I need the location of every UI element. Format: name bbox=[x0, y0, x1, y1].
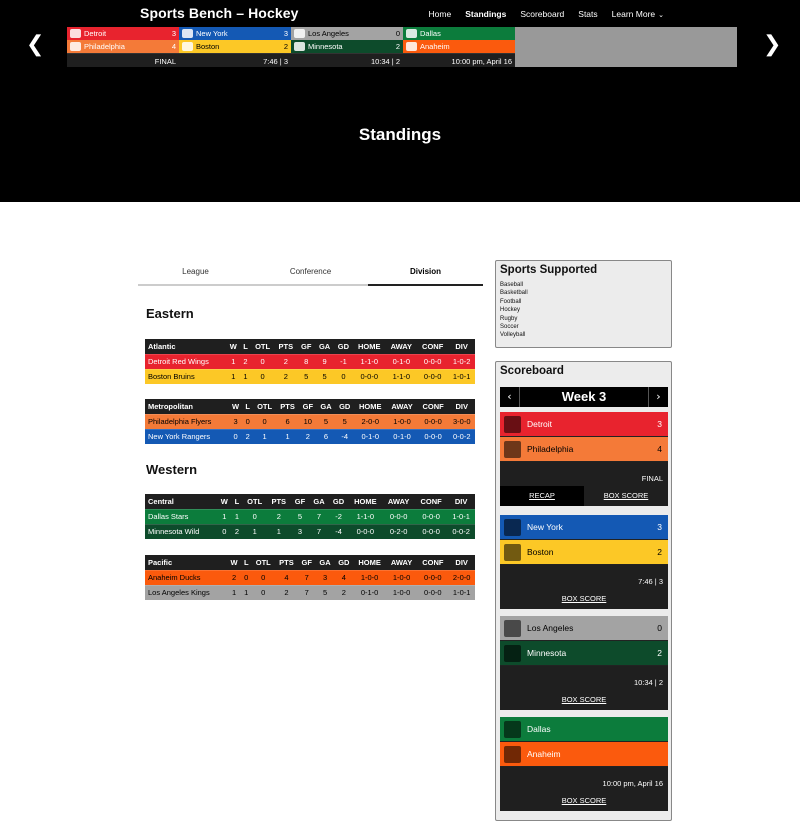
scoreboard-team-row bbox=[500, 412, 668, 437]
team-logo-icon bbox=[504, 519, 521, 536]
stat-cell: 2 bbox=[227, 570, 241, 585]
game-status: 7:46 | 3 bbox=[179, 53, 291, 67]
stat-cell: 5 bbox=[315, 369, 334, 384]
team-score: 2 bbox=[395, 42, 400, 51]
stat-cell: 1 bbox=[267, 524, 291, 539]
stat-cell: 2-0-0 bbox=[354, 414, 386, 429]
team-name: Philadelphia bbox=[527, 444, 574, 454]
column-header: AWAY bbox=[382, 494, 415, 509]
scoreboard-team-row bbox=[500, 540, 668, 565]
team-name: Dallas bbox=[420, 29, 441, 38]
stat-cell: 2 bbox=[242, 429, 253, 444]
ticker-team-row bbox=[179, 27, 291, 40]
stat-cell: -1 bbox=[334, 354, 353, 369]
game-links bbox=[500, 589, 668, 609]
team-name: Anaheim bbox=[527, 749, 561, 759]
ticker-game[interactable] bbox=[403, 27, 515, 67]
scoreboard-game bbox=[500, 412, 668, 506]
team-score: 3 bbox=[283, 29, 288, 38]
stat-cell: 5 bbox=[316, 585, 335, 600]
game-status: FINAL bbox=[67, 53, 179, 67]
page-header bbox=[0, 0, 800, 202]
stat-cell: 0-2-0 bbox=[382, 524, 415, 539]
team-name: Dallas bbox=[527, 724, 551, 734]
stat-cell: 0 bbox=[252, 585, 275, 600]
stat-cell: 1 bbox=[226, 369, 240, 384]
table-header-row bbox=[145, 339, 475, 354]
column-header: AWAY bbox=[386, 339, 417, 354]
scoreboard-team-row bbox=[500, 437, 668, 462]
page-title: Standings bbox=[358, 125, 442, 144]
tab-league[interactable]: League bbox=[182, 267, 209, 276]
scoreboard-widget bbox=[495, 361, 672, 821]
stat-cell: 7 bbox=[309, 524, 329, 539]
division-name: Central bbox=[145, 494, 217, 509]
stat-cell: 0-0-0 bbox=[417, 585, 448, 600]
column-header: CONF bbox=[417, 555, 448, 570]
box-score-link[interactable]: BOX SCORE bbox=[561, 695, 607, 704]
column-header: W bbox=[227, 555, 241, 570]
scoreboard-game bbox=[500, 515, 668, 609]
column-header: HOME bbox=[354, 399, 386, 414]
column-header: HOME bbox=[353, 339, 386, 354]
stat-cell: 2 bbox=[274, 369, 297, 384]
game-status: FINAL bbox=[641, 474, 663, 483]
scoreboard-team-row bbox=[500, 641, 668, 666]
team-name: Boston bbox=[196, 42, 220, 51]
column-header: DIV bbox=[449, 399, 475, 414]
stat-cell: 2 bbox=[275, 585, 298, 600]
stat-cell: 0 bbox=[217, 524, 231, 539]
stat-cell: 1 bbox=[227, 585, 241, 600]
ticker-team-row bbox=[291, 27, 403, 40]
nav-learn-more[interactable] bbox=[612, 9, 664, 19]
score-ticker bbox=[67, 27, 737, 67]
team-logo-icon bbox=[406, 29, 417, 38]
stat-cell: 2 bbox=[274, 354, 297, 369]
stat-cell: 0 bbox=[242, 414, 253, 429]
chevron-down-icon: ⌄ bbox=[658, 12, 664, 19]
column-header: PTS bbox=[267, 494, 291, 509]
team-score: 0 bbox=[657, 623, 662, 633]
team-name[interactable]: Dallas Stars bbox=[145, 509, 217, 524]
stat-cell: 0-1-0 bbox=[353, 585, 386, 600]
stat-cell: 1-0-0 bbox=[386, 570, 417, 585]
main-nav bbox=[415, 9, 664, 19]
team-name: Minnesota bbox=[527, 648, 567, 658]
standings-tabs bbox=[138, 264, 483, 286]
stat-cell: 1 bbox=[226, 354, 240, 369]
team-logo-icon bbox=[504, 645, 521, 662]
team-logo-icon bbox=[406, 42, 417, 51]
team-score: 2 bbox=[657, 648, 662, 658]
column-header: OTL bbox=[252, 555, 275, 570]
stat-cell: 1 bbox=[253, 429, 276, 444]
team-logo-icon bbox=[294, 29, 305, 38]
stat-cell: 8 bbox=[297, 354, 315, 369]
site-title[interactable]: Sports Bench – Hockey bbox=[140, 5, 299, 21]
table-header-row bbox=[145, 555, 475, 570]
stat-cell: -2 bbox=[329, 509, 349, 524]
table-header-row bbox=[145, 399, 475, 414]
team-name[interactable]: Los Angeles Kings bbox=[145, 585, 227, 600]
stat-cell: 7 bbox=[298, 585, 316, 600]
division-name: Pacific bbox=[145, 555, 227, 570]
ticker-game[interactable] bbox=[67, 27, 179, 67]
column-header: GA bbox=[317, 399, 336, 414]
box-score-link[interactable]: BOX SCORE bbox=[603, 491, 649, 500]
column-header: GF bbox=[298, 555, 316, 570]
stat-cell: 1-0-1 bbox=[448, 369, 475, 384]
team-name: Boston bbox=[527, 547, 554, 557]
ticker-team-row bbox=[179, 40, 291, 53]
team-name: Philadelphia bbox=[84, 42, 125, 51]
conference-title: Western bbox=[146, 462, 198, 477]
column-header: CONF bbox=[418, 399, 449, 414]
stat-cell: 0 bbox=[252, 570, 275, 585]
stat-cell: -4 bbox=[335, 429, 354, 444]
column-header: GF bbox=[291, 494, 310, 509]
chevron-right-icon[interactable]: ❯ bbox=[763, 32, 782, 57]
stat-cell: 6 bbox=[317, 429, 336, 444]
stat-cell: 2 bbox=[240, 354, 251, 369]
game-status: 10:34 | 2 bbox=[633, 678, 663, 687]
stat-cell: 2 bbox=[299, 429, 317, 444]
column-header: OTL bbox=[253, 399, 276, 414]
stat-cell: 1-0-0 bbox=[386, 585, 417, 600]
tab-conference[interactable]: Conference bbox=[289, 267, 332, 276]
stat-cell: 6 bbox=[276, 414, 299, 429]
game-links bbox=[500, 486, 668, 506]
column-header: AWAY bbox=[387, 399, 418, 414]
table-row bbox=[145, 354, 475, 369]
team-name: Minnesota bbox=[308, 42, 343, 51]
week-label: Week 3 bbox=[561, 389, 607, 404]
team-name: Los Angeles bbox=[308, 29, 349, 38]
game-status: 10:00 pm, April 16 bbox=[403, 53, 515, 67]
column-header: W bbox=[229, 399, 243, 414]
table-row bbox=[145, 570, 475, 585]
team-name: New York bbox=[527, 522, 563, 532]
sport-item[interactable]: Basketball bbox=[500, 290, 528, 297]
stat-cell: 0-0-0 bbox=[415, 524, 447, 539]
ticker-team-row bbox=[67, 27, 179, 40]
column-header: L bbox=[240, 339, 251, 354]
team-logo-icon bbox=[504, 416, 521, 433]
column-header: OTL bbox=[251, 339, 275, 354]
table-row bbox=[145, 414, 475, 429]
stat-cell: 0-0-2 bbox=[449, 429, 475, 444]
stat-cell: 0-0-0 bbox=[382, 509, 415, 524]
recap-link[interactable]: RECAP bbox=[500, 486, 584, 506]
column-header: AWAY bbox=[386, 555, 417, 570]
team-score: 2 bbox=[657, 547, 662, 557]
stat-cell: 0-0-0 bbox=[353, 369, 386, 384]
team-logo-icon bbox=[504, 620, 521, 637]
stat-cell: 0 bbox=[251, 354, 275, 369]
team-score: 3 bbox=[171, 29, 176, 38]
box-score-link[interactable]: BOX SCORE bbox=[561, 796, 607, 805]
stat-cell: 5 bbox=[335, 414, 354, 429]
team-name: Detroit bbox=[527, 419, 553, 429]
stat-cell: 1 bbox=[217, 509, 231, 524]
team-name: Anaheim bbox=[420, 42, 450, 51]
column-header: GA bbox=[309, 494, 329, 509]
stat-cell: 0 bbox=[251, 369, 275, 384]
ticker-team-row bbox=[67, 40, 179, 53]
sport-item[interactable]: Soccer bbox=[500, 324, 519, 331]
nav-scoreboard[interactable]: Scoreboard bbox=[520, 9, 565, 19]
team-name[interactable]: Philadelphia Flyers bbox=[145, 414, 229, 429]
stat-cell: 1-0-2 bbox=[448, 354, 475, 369]
team-logo-icon bbox=[504, 544, 521, 561]
stat-cell: 0-1-0 bbox=[354, 429, 386, 444]
box-score-link[interactable]: BOX SCORE bbox=[561, 594, 607, 603]
stat-cell: 0-0-0 bbox=[418, 429, 449, 444]
ticker-team-row bbox=[403, 40, 515, 53]
stat-cell: 4 bbox=[275, 570, 298, 585]
division-name: Metropolitan bbox=[145, 399, 229, 414]
stat-cell: 2 bbox=[267, 509, 291, 524]
stat-cell: 0-1-0 bbox=[387, 429, 418, 444]
sports-list bbox=[496, 279, 671, 344]
team-score: 3 bbox=[657, 522, 662, 532]
team-logo-icon bbox=[182, 29, 193, 38]
stat-cell: 0 bbox=[241, 570, 252, 585]
team-score: 2 bbox=[283, 42, 288, 51]
nav-stats[interactable]: Stats bbox=[578, 9, 598, 19]
column-header: GA bbox=[315, 339, 334, 354]
stat-cell: 1 bbox=[276, 429, 299, 444]
team-logo-icon bbox=[504, 746, 521, 763]
sport-item[interactable]: Baseball bbox=[500, 282, 524, 288]
standings-table bbox=[145, 494, 475, 539]
team-score: 3 bbox=[657, 419, 662, 429]
column-header: GD bbox=[329, 494, 349, 509]
team-score: 4 bbox=[171, 42, 176, 51]
stat-cell: 5 bbox=[291, 509, 310, 524]
standings-table bbox=[145, 399, 475, 444]
stat-cell: 2 bbox=[334, 585, 353, 600]
stat-cell: 0-0-0 bbox=[417, 369, 448, 384]
table-header-row bbox=[145, 494, 475, 509]
column-header: GD bbox=[335, 399, 354, 414]
stat-cell: 0-0-0 bbox=[417, 354, 448, 369]
ticker-team-row bbox=[403, 27, 515, 40]
stat-cell: 0 bbox=[229, 429, 243, 444]
stat-cell: 1-0-0 bbox=[387, 414, 418, 429]
team-logo-icon bbox=[182, 42, 193, 51]
column-header: PTS bbox=[274, 339, 297, 354]
column-header: L bbox=[231, 494, 242, 509]
column-header: GF bbox=[297, 339, 315, 354]
team-name[interactable]: Anaheim Ducks bbox=[145, 570, 227, 585]
stat-cell: 0-0-0 bbox=[415, 509, 447, 524]
team-score: 0 bbox=[395, 29, 400, 38]
chevron-left-icon[interactable]: ❮ bbox=[26, 32, 45, 57]
column-header: GF bbox=[299, 399, 317, 414]
stat-cell: 0 bbox=[253, 414, 276, 429]
stat-cell: 4 bbox=[334, 570, 353, 585]
division-name: Atlantic bbox=[145, 339, 226, 354]
column-header: DIV bbox=[448, 555, 475, 570]
sport-item[interactable]: Rugby bbox=[500, 315, 518, 322]
game-links bbox=[500, 690, 668, 710]
team-score: 4 bbox=[657, 444, 662, 454]
stat-cell: 0-0-0 bbox=[418, 414, 449, 429]
stat-cell: 1 bbox=[231, 509, 242, 524]
table-row bbox=[145, 509, 475, 524]
ticker-team-row bbox=[291, 40, 403, 53]
stat-cell: 0-0-0 bbox=[417, 570, 448, 585]
stat-cell: 5 bbox=[317, 414, 336, 429]
table-row bbox=[145, 429, 475, 444]
week-selector bbox=[500, 387, 668, 407]
column-header: GD bbox=[334, 339, 353, 354]
team-name[interactable]: New York Rangers bbox=[145, 429, 229, 444]
scoreboard-game bbox=[500, 616, 668, 710]
stat-cell: 0 bbox=[242, 509, 266, 524]
game-status: 10:34 | 2 bbox=[291, 53, 403, 67]
stat-cell: -4 bbox=[329, 524, 349, 539]
team-logo-icon bbox=[504, 441, 521, 458]
stat-cell: 0-1-0 bbox=[386, 354, 417, 369]
widget-title: Scoreboard bbox=[500, 365, 564, 377]
column-header: HOME bbox=[353, 555, 386, 570]
nav-home[interactable]: Home bbox=[428, 9, 452, 19]
column-header: DIV bbox=[447, 494, 475, 509]
column-header: HOME bbox=[348, 494, 382, 509]
stat-cell: 3 bbox=[291, 524, 310, 539]
team-name: New York bbox=[196, 29, 228, 38]
team-name: Los Angeles bbox=[527, 623, 574, 633]
scoreboard-team-row bbox=[500, 717, 668, 742]
team-name[interactable]: Detroit Red Wings bbox=[145, 354, 226, 369]
stat-cell: 1 bbox=[240, 369, 251, 384]
game-status: 7:46 | 3 bbox=[638, 577, 663, 586]
team-logo-icon bbox=[504, 721, 521, 738]
stat-cell: 3-0-0 bbox=[449, 414, 475, 429]
stat-cell: 7 bbox=[309, 509, 329, 524]
scoreboard-team-row bbox=[500, 742, 668, 767]
stat-cell: 1-0-0 bbox=[353, 570, 386, 585]
scoreboard-game bbox=[500, 717, 668, 811]
team-logo-icon bbox=[70, 29, 81, 38]
column-header: L bbox=[242, 399, 253, 414]
stat-cell: 0-0-2 bbox=[447, 524, 475, 539]
stat-cell: 7 bbox=[298, 570, 316, 585]
column-header: DIV bbox=[448, 339, 475, 354]
nav-learn-more-label: Learn More bbox=[611, 9, 656, 19]
scoreboard-team-row bbox=[500, 616, 668, 641]
stat-cell: 1-1-0 bbox=[348, 509, 382, 524]
column-header: W bbox=[226, 339, 240, 354]
chevron-left-icon[interactable]: ‹ bbox=[500, 387, 520, 407]
stat-cell: 1-1-0 bbox=[386, 369, 417, 384]
stat-cell: 3 bbox=[229, 414, 243, 429]
stat-cell: 0-0-0 bbox=[348, 524, 382, 539]
sports-supported-widget bbox=[495, 260, 672, 348]
team-name: Detroit bbox=[84, 29, 107, 38]
sport-item[interactable]: Hockey bbox=[500, 307, 521, 314]
stat-cell: 1 bbox=[242, 524, 266, 539]
ticker-empty-slot bbox=[515, 27, 737, 67]
column-header: GA bbox=[316, 555, 335, 570]
stat-cell: 1-0-1 bbox=[448, 585, 475, 600]
column-header: CONF bbox=[417, 339, 448, 354]
stat-cell: 5 bbox=[297, 369, 315, 384]
column-header: PTS bbox=[275, 555, 298, 570]
sport-item[interactable]: Volleyball bbox=[500, 332, 526, 339]
scoreboard-team-row bbox=[500, 515, 668, 540]
team-logo-icon bbox=[70, 42, 81, 51]
stat-cell: 10 bbox=[299, 414, 317, 429]
sport-item[interactable]: Football bbox=[500, 298, 522, 305]
conference-title: Eastern bbox=[146, 306, 194, 321]
stat-cell: 2-0-0 bbox=[448, 570, 475, 585]
standings-table bbox=[145, 339, 475, 384]
widget-title: Sports Supported bbox=[500, 264, 598, 276]
column-header: W bbox=[217, 494, 231, 509]
stat-cell: 1-0-1 bbox=[447, 509, 475, 524]
game-status: 10:00 pm, April 16 bbox=[602, 779, 663, 788]
team-logo-icon bbox=[294, 42, 305, 51]
stat-cell: 9 bbox=[315, 354, 334, 369]
team-name[interactable]: Boston Bruins bbox=[145, 369, 226, 384]
tab-division[interactable]: Division bbox=[368, 264, 483, 284]
stat-cell: 0 bbox=[334, 369, 353, 384]
stat-cell: 3 bbox=[316, 570, 335, 585]
stat-cell: 1 bbox=[241, 585, 252, 600]
column-header: GD bbox=[334, 555, 353, 570]
column-header: OTL bbox=[242, 494, 266, 509]
column-header: L bbox=[241, 555, 252, 570]
game-links bbox=[500, 791, 668, 811]
team-name[interactable]: Minnesota Wild bbox=[145, 524, 217, 539]
table-row bbox=[145, 524, 475, 539]
chevron-right-icon[interactable]: › bbox=[648, 387, 668, 407]
standings-table bbox=[145, 555, 475, 600]
stat-cell: 2 bbox=[231, 524, 242, 539]
column-header: CONF bbox=[415, 494, 447, 509]
ticker-game[interactable] bbox=[179, 27, 291, 67]
ticker-game[interactable] bbox=[291, 27, 403, 67]
table-row bbox=[145, 585, 475, 600]
nav-standings[interactable]: Standings bbox=[465, 9, 507, 19]
stat-cell: 1-1-0 bbox=[353, 354, 386, 369]
table-row bbox=[145, 369, 475, 384]
column-header: PTS bbox=[276, 399, 299, 414]
